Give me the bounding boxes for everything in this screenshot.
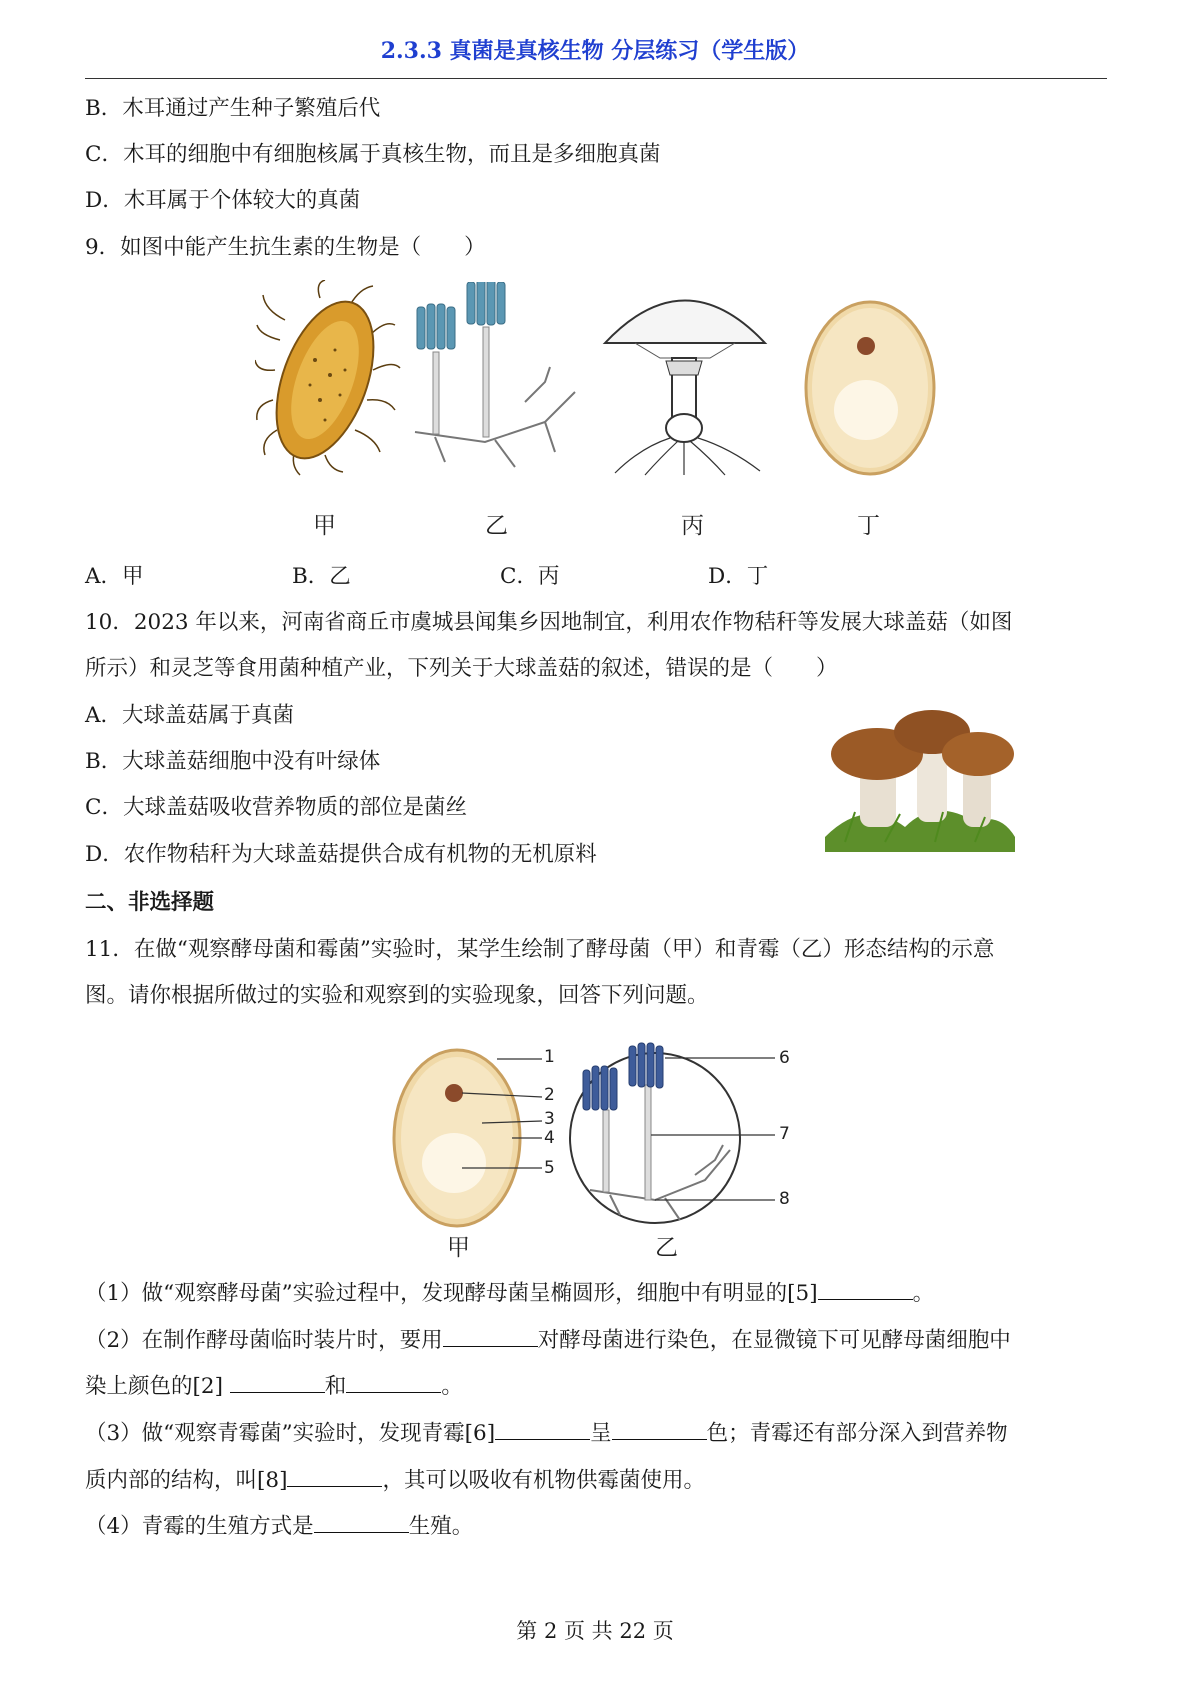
q10-option-c: C．大球盖菇吸收营养物质的部位是菌丝 [85, 795, 467, 820]
q11-stem-line2: 图。请你根据所做过的实验和观察到的实验现象，回答下列问题。 [85, 983, 709, 1008]
q11-part3-text-c: 色；青霉还有部分深入到营养物 [706, 1421, 1008, 1446]
q8-option-c: C．木耳的细胞中有细胞核属于真核生物，而且是多细胞真菌 [85, 142, 661, 167]
q10-option-d: D．农作物秸秆为大球盖菇提供合成有机物的无机原料 [85, 842, 597, 867]
q11-num-6: 6 [779, 1048, 790, 1068]
page-footer: 第 2 页 共 22 页 [516, 1619, 674, 1643]
q11-part2-text-d: 和 [324, 1374, 347, 1399]
q11-part3-line1 [85, 1419, 1008, 1449]
q11-part2-blank-2[interactable] [230, 1372, 325, 1393]
q11-part1-blank[interactable] [818, 1279, 913, 1300]
q11-part3-blank-6[interactable] [495, 1419, 590, 1440]
mushroom-illustration [600, 283, 770, 478]
q11-part2-line2 [85, 1372, 463, 1402]
q9-figure-label-bing: 丙 [681, 513, 704, 539]
section2-title: 二、非选择题 [85, 890, 215, 915]
yeast-illustration [800, 298, 940, 478]
q11-part3-blank-8[interactable] [287, 1466, 382, 1487]
q11-part4 [85, 1512, 473, 1542]
q10-option-b: B．大球盖菇细胞中没有叶绿体 [85, 749, 381, 774]
q11-part2-text-c: 染上颜色的[2] [85, 1374, 230, 1399]
q9-option-a: A．甲 [85, 564, 144, 589]
penicillium-illustration [405, 282, 580, 482]
q11-part3-text-d: 质内部的结构，叫[8] [85, 1468, 288, 1493]
q11-part1 [85, 1279, 934, 1309]
q11-part2-blank-stain[interactable] [443, 1326, 538, 1347]
q11-num-8: 8 [779, 1189, 790, 1209]
header-divider [85, 78, 1107, 79]
q11-stem-line1: 11．在做“观察酵母菌和霉菌”实验时，某学生绘制了酵母菌（甲）和青霉（乙）形态结构的示意 [85, 937, 995, 962]
q11-part1-end: 。 [912, 1281, 935, 1306]
q11-part2-text-a: （2）在制作酵母菌临时装片时，要用 [85, 1328, 443, 1353]
q11-yeast-diagram [392, 1043, 567, 1233]
q11-part4-text-a: （4）青霉的生殖方式是 [85, 1514, 314, 1539]
q11-figure-label-jia: 甲 [447, 1235, 470, 1261]
q8-option-d: D．木耳属于个体较大的真菌 [85, 188, 361, 213]
q9-option-c: C．丙 [500, 564, 560, 589]
mushroom-photo [825, 702, 1015, 852]
q11-num-3: 3 [544, 1109, 555, 1129]
q11-part3-text-a: （3）做“观察青霉菌”实验时，发现青霉[6] [85, 1421, 496, 1446]
q11-num-2: 2 [544, 1085, 555, 1105]
q11-part4-blank[interactable] [314, 1512, 409, 1533]
q11-part2-text-e: 。 [441, 1374, 463, 1399]
q11-part2-blank-3[interactable] [346, 1372, 441, 1393]
q11-part4-text-b: 生殖。 [408, 1514, 474, 1539]
q11-figure-label-yi: 乙 [655, 1235, 678, 1261]
q11-part3-line2 [85, 1466, 705, 1496]
q11-num-7: 7 [779, 1124, 790, 1144]
page-header-title: 2.3.3 真菌是真核生物 分层练习（学生版） [380, 38, 810, 64]
q11-num-1: 1 [544, 1047, 555, 1067]
q11-part3-text-b: 呈 [590, 1421, 612, 1446]
q11-part2-text-b: 对酵母菌进行染色，在显微镜下可见酵母菌细胞中 [537, 1328, 1011, 1353]
q11-part3-blank-color[interactable] [612, 1419, 707, 1440]
q8-option-b: B．木耳通过产生种子繁殖后代 [85, 96, 381, 121]
q10-stem-line2: 所示）和灵芝等食用菌种植产业，下列关于大球盖菇的叙述，错误的是（ ） [85, 656, 838, 681]
q11-part1-text: （1）做“观察酵母菌”实验过程中，发现酵母菌呈椭圆形，细胞中有明显的[5] [85, 1281, 818, 1306]
q10-stem-line1: 10．2023 年以来，河南省商丘市虞城县闻集乡因地制宜，利用农作物秸秆等发展大球盖菇（如图 [85, 610, 1013, 635]
q9-option-d: D．丁 [708, 564, 769, 589]
q11-part2-line1 [85, 1326, 1011, 1356]
q9-figure-label-yi: 乙 [485, 513, 508, 539]
q9-figure-label-ding: 丁 [857, 513, 880, 539]
q10-option-a: A．大球盖菇属于真菌 [85, 703, 295, 728]
q9-option-b: B．乙 [292, 564, 351, 589]
q11-part3-text-e: ，其可以吸收有机物供霉菌使用。 [382, 1468, 705, 1493]
bacterium-illustration [255, 280, 405, 480]
q9-figure-label-jia: 甲 [313, 513, 336, 539]
q11-num-5: 5 [544, 1158, 555, 1178]
q11-num-4: 4 [544, 1128, 555, 1148]
q11-penicillium-diagram [565, 1040, 790, 1240]
q9-stem: 9．如图中能产生抗生素的生物是（ ） [85, 235, 486, 260]
